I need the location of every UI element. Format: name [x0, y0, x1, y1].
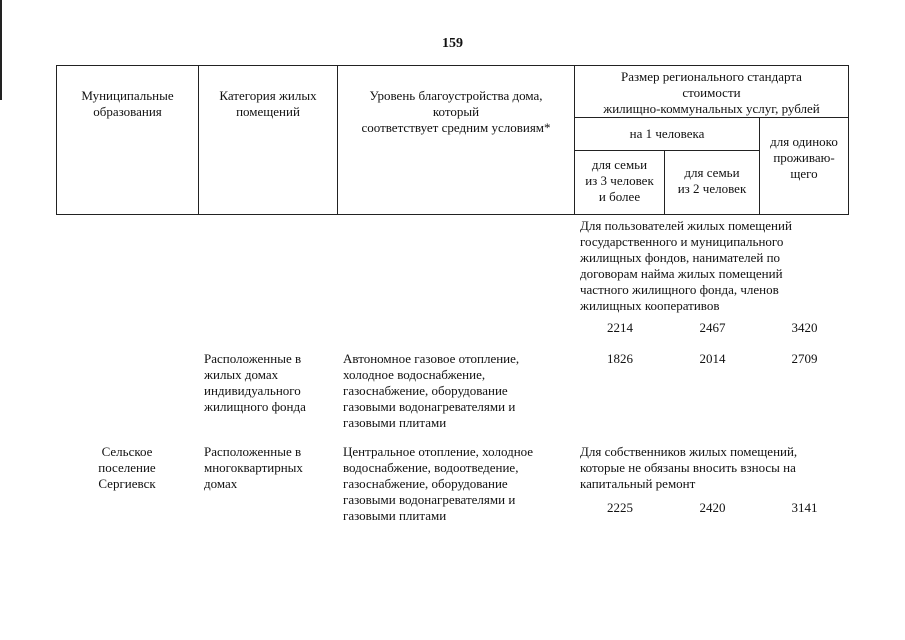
row3-value-single: 3141	[791, 500, 818, 515]
row2-category: Расположенные в жилых домах индивидуального жилищного фонда	[204, 351, 306, 414]
row3-value-family3: 2225	[607, 500, 633, 515]
row3-category: Расположенные в многоквартирных домах	[204, 444, 303, 491]
note-users: Для пользователей жилых помещений государственного и муниципального жилищных фондов, нанимателей по договорам найма жилых помещений частного жилищного фонда, членов жилищных кооперативов	[580, 218, 792, 313]
row1-value-family3: 2214	[607, 320, 633, 335]
row3-municipal: Сельское поселение Сергиевск	[98, 444, 156, 491]
header-per-person: на 1 человека	[575, 118, 760, 151]
header-family-3: для семьи из 3 человек и более	[575, 151, 665, 215]
header-single: для одиноко проживаю- щего	[760, 118, 849, 215]
header-level: Уровень благоустройства дома, который соответствует средним условиям*	[338, 66, 575, 215]
header-municipal: Муниципальные образования	[57, 66, 199, 215]
table-header	[56, 65, 849, 215]
row2-value-family3: 1826	[607, 351, 633, 366]
header-standard: Размер регионального стандарта стоимости жилищно-коммунальных услуг, рублей	[575, 66, 849, 118]
header-family-2: для семьи из 2 человек	[665, 151, 760, 215]
row2-value-family2: 2014	[699, 351, 726, 366]
row3-value-family2: 2420	[699, 500, 726, 515]
header-category: Категория жилых помещений	[199, 66, 338, 215]
row2-value-single: 2709	[791, 351, 818, 366]
row3-level: Центральное отопление, холодное водоснабжение, водоотведение, газоснабжение, оборудование газовыми водонагревателями и газовыми плитами	[343, 444, 534, 523]
row1-value-family2: 2467	[699, 320, 726, 335]
note-owners: Для собственников жилых помещений, которые не обязаны вносить взносы на капитальный ремонт	[580, 444, 798, 491]
row1-value-single: 3420	[791, 320, 818, 335]
row2-level: Автономное газовое отопление, холодное водоснабжение, газоснабжение, оборудование газовыми водонагревателями и газовыми плитами	[343, 351, 520, 430]
page-number: 159	[442, 36, 463, 51]
